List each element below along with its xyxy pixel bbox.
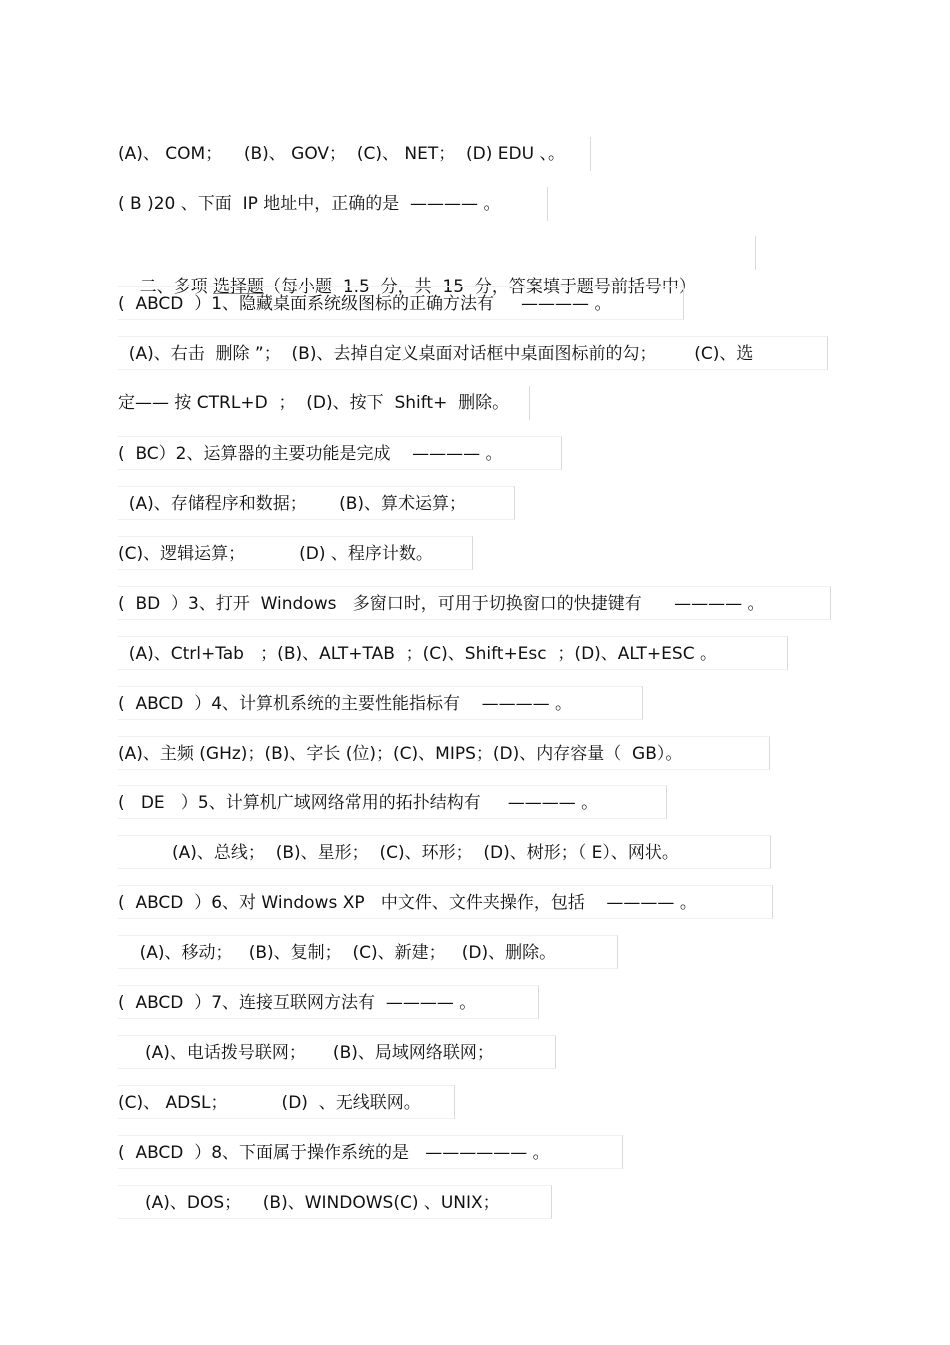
answer-options-line: (A)、存储程序和数据； (B)、算术运算；	[118, 486, 515, 520]
answer-options-line: (A)、 COM； (B)、 GOV； (C)、 NET； (D) EDU 、。	[118, 137, 591, 171]
question-line: ( ABCD ）8、下面属于操作系统的是 —————— 。	[118, 1135, 623, 1169]
answer-options-line: (A)、移动； (B)、复制； (C)、新建； (D)、删除。	[118, 935, 618, 969]
question-line: ( ABCD ）4、计算机系统的主要性能指标有 ———— 。	[118, 686, 643, 720]
question-line: ( BC）2、运算器的主要功能是完成 ———— 。	[118, 436, 562, 470]
answer-options-line: (A)、电话拨号联网； (B)、局域网络联网；	[118, 1035, 556, 1069]
question-line: ( BD ）3、打开 Windows 多窗口时，可用于切换窗口的快捷键有 ———— 。	[118, 586, 831, 620]
answer-options-line: (C)、 ADSL； (D) 、无线联网。	[118, 1085, 455, 1119]
section-heading	[118, 236, 756, 297]
question-line: ( ABCD ）7、连接互联网方法有 ———— 。	[118, 985, 539, 1019]
section-heading-suffix: （每小题 1.5 分，共 15 分，答案填于题号前括号中）	[264, 277, 696, 297]
answer-options-line: (C)、逻辑运算； (D) 、程序计数。	[118, 536, 473, 570]
question-line: ( B )20 、下面 IP 地址中，正确的是 ———— 。	[118, 187, 548, 221]
section-heading-link-text: 选择题	[213, 277, 265, 297]
section-heading-prefix: 二、多项	[139, 277, 214, 297]
answer-options-line: (A)、总线； (B)、星形； (C)、环形； (D)、树形；（ E）、网状。	[118, 835, 771, 869]
question-line: ( ABCD ）1、隐藏桌面系统级图标的正确方法有 ———— 。	[118, 286, 684, 320]
answer-options-line: (A)、右击 删除 ”； (B)、去掉自定义桌面对话框中桌面图标前的勾； (C)、选	[118, 336, 828, 370]
answer-options-line: (A)、Ctrl+Tab ；(B)、ALT+TAB ；(C)、Shift+Esc ；(D)、ALT+ESC 。	[118, 636, 788, 670]
answer-options-line: (A)、主频 (GHz)；(B)、字长 (位)；(C)、MIPS；(D)、内存容量（ GB）。	[118, 736, 770, 770]
question-line: ( ABCD ）6、对 Windows XP 中文件、文件夹操作，包括 ———— 。	[118, 885, 773, 919]
answer-options-line: 定—— 按 CTRL+D ； (D)、按下 Shift+ 删除。	[118, 386, 530, 420]
question-line: ( DE ）5、计算机广域网络常用的拓扑结构有 ———— 。	[118, 785, 667, 819]
answer-options-line: (A)、DOS； (B)、WINDOWS(C) 、UNIX；	[118, 1185, 552, 1219]
